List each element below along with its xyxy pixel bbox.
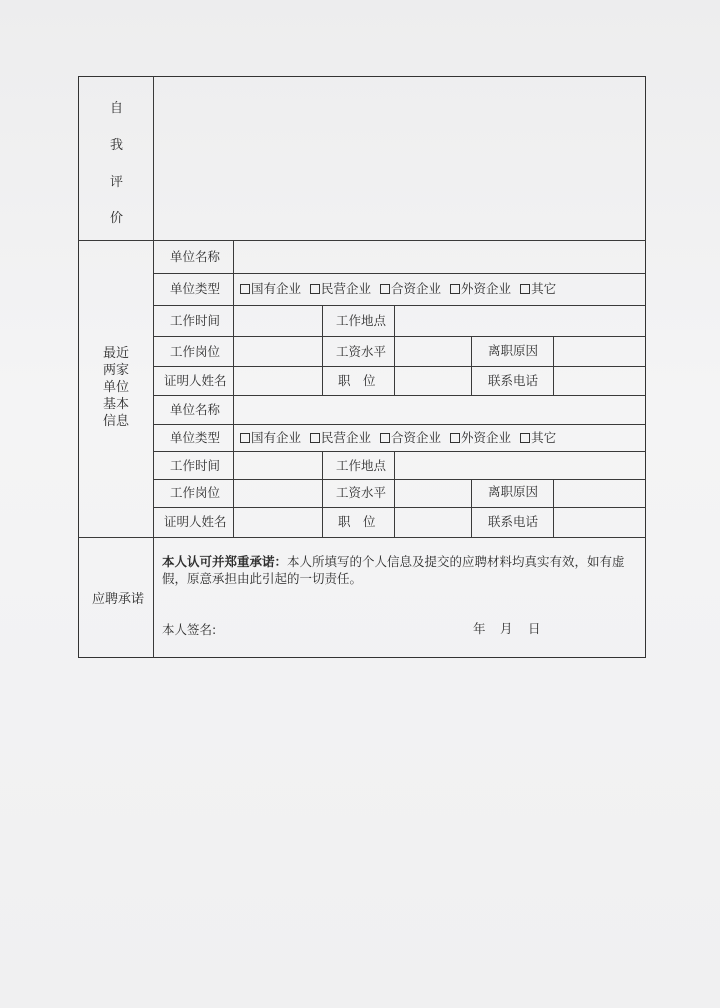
unit-name-label: 单位名称 xyxy=(170,249,221,264)
option-label: 国有企业 xyxy=(251,281,302,296)
promise-lead: 本人认可并郑重承诺： xyxy=(162,554,288,569)
date-day-label: 日 xyxy=(528,621,541,636)
option-other[interactable] xyxy=(520,430,556,445)
unit-type-options xyxy=(240,432,565,445)
option-label: 民营企业 xyxy=(321,430,372,445)
signature-label: 本人签名: xyxy=(162,622,217,637)
option-joint-venture[interactable] xyxy=(380,430,441,445)
row-divider xyxy=(154,273,646,274)
option-other[interactable] xyxy=(520,281,556,296)
column-divider xyxy=(471,336,472,396)
checkbox-icon[interactable] xyxy=(240,284,250,294)
checkbox-icon[interactable] xyxy=(310,284,320,294)
column-divider xyxy=(322,305,323,396)
option-label: 其它 xyxy=(531,430,557,445)
row-divider xyxy=(154,336,646,337)
self-eval-char: 自 xyxy=(110,101,124,116)
option-label: 国有企业 xyxy=(251,430,302,445)
column-divider xyxy=(322,451,323,537)
self-eval-char: 价 xyxy=(110,211,124,226)
checkbox-icon[interactable] xyxy=(310,433,320,443)
checkbox-icon[interactable] xyxy=(240,433,250,443)
option-state-owned[interactable] xyxy=(240,430,301,445)
row-divider xyxy=(154,305,646,306)
referee-name-label: 证明人姓名 xyxy=(164,373,227,388)
option-foreign[interactable] xyxy=(450,430,511,445)
contact-label: 联系电话 xyxy=(488,514,539,529)
salary-label: 工资水平 xyxy=(336,485,387,500)
column-divider xyxy=(394,305,395,396)
work-time-label: 工作时间 xyxy=(170,458,221,473)
work-label-line: 两家 xyxy=(102,363,129,378)
option-label: 外资企业 xyxy=(461,430,512,445)
option-foreign[interactable] xyxy=(450,281,511,296)
checkbox-icon[interactable] xyxy=(450,433,460,443)
checkbox-icon[interactable] xyxy=(520,433,530,443)
contact-label: 联系电话 xyxy=(488,373,539,388)
promise-section-label: 应聘承诺 xyxy=(92,592,145,607)
option-label: 其它 xyxy=(531,281,557,296)
row-divider xyxy=(154,507,646,508)
column-divider xyxy=(394,451,395,537)
salary-label: 工资水平 xyxy=(336,344,387,359)
option-label: 民营企业 xyxy=(321,281,372,296)
column-divider xyxy=(233,240,234,537)
column-divider xyxy=(553,479,554,537)
column-divider xyxy=(153,76,154,658)
option-private[interactable] xyxy=(310,430,371,445)
column-divider xyxy=(471,479,472,537)
self-eval-char: 我 xyxy=(110,138,124,153)
checkbox-icon[interactable] xyxy=(380,433,390,443)
post-label: 工作岗位 xyxy=(170,344,221,359)
row-divider xyxy=(154,479,646,480)
self-eval-char: 评 xyxy=(110,175,124,190)
checkbox-icon[interactable] xyxy=(520,284,530,294)
work-label-line: 信息 xyxy=(102,414,129,429)
row-divider xyxy=(154,451,646,452)
option-label: 合资企业 xyxy=(391,281,442,296)
promise-body: 本人所填写的个人信息及提交的应聘材料均真实有效，如有虚假，原意承担由此引起的一切责任。 xyxy=(162,554,625,586)
checkbox-icon[interactable] xyxy=(380,284,390,294)
leave-reason-label: 离职原因 xyxy=(488,343,539,358)
signature-field[interactable] xyxy=(220,618,450,642)
work-place-label: 工作地点 xyxy=(336,313,387,328)
row-divider xyxy=(154,395,646,396)
work-place-label: 工作地点 xyxy=(336,458,387,473)
position-label: 职 位 xyxy=(338,373,376,388)
unit-name-label: 单位名称 xyxy=(170,402,221,417)
position-label: 职 位 xyxy=(338,514,376,529)
promise-text xyxy=(162,553,640,587)
unit-type-label: 单位类型 xyxy=(170,281,221,296)
leave-reason-label: 离职原因 xyxy=(488,484,539,499)
row-divider xyxy=(78,240,646,241)
row-divider xyxy=(154,366,646,367)
work-section-label xyxy=(96,345,136,430)
referee-name-label: 证明人姓名 xyxy=(164,514,227,529)
post-label: 工作岗位 xyxy=(170,485,221,500)
row-divider xyxy=(78,537,646,538)
checkbox-icon[interactable] xyxy=(450,284,460,294)
column-divider xyxy=(553,336,554,396)
option-state-owned[interactable] xyxy=(240,281,301,296)
work-label-line: 基本 xyxy=(102,397,129,412)
row-divider xyxy=(154,424,646,425)
option-private[interactable] xyxy=(310,281,371,296)
option-joint-venture[interactable] xyxy=(380,281,441,296)
unit-type-label: 单位类型 xyxy=(170,430,221,445)
self-eval-field[interactable] xyxy=(155,78,644,239)
option-label: 外资企业 xyxy=(461,281,512,296)
option-label: 合资企业 xyxy=(391,430,442,445)
work-label-line: 最近 xyxy=(102,346,129,361)
date-month-label: 月 xyxy=(500,621,513,636)
work-label-line: 单位 xyxy=(102,380,129,395)
date-year-label: 年 xyxy=(473,621,486,636)
unit-type-options xyxy=(240,283,565,296)
work-time-label: 工作时间 xyxy=(170,313,221,328)
